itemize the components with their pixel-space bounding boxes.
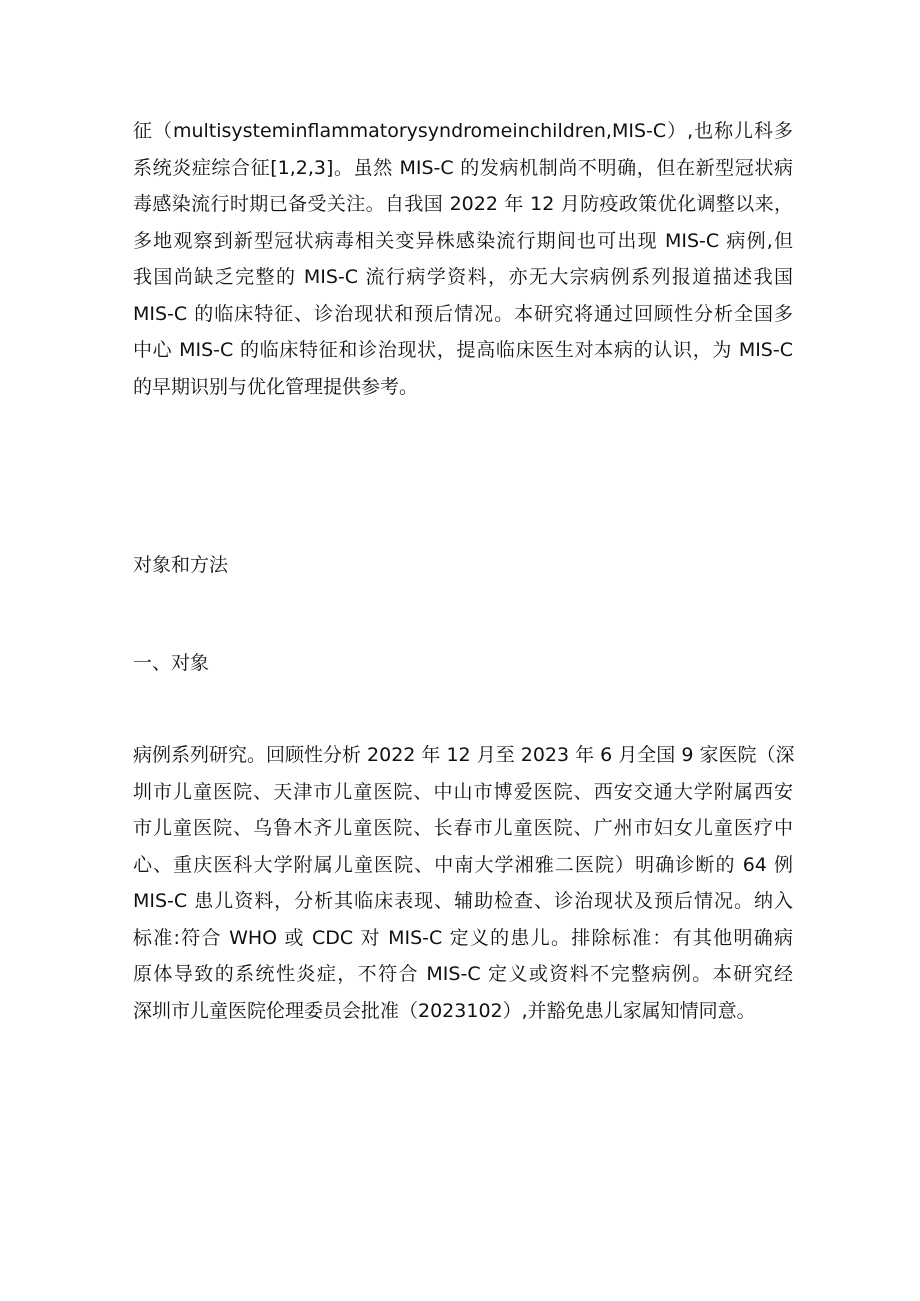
text-line: 市儿童医院、乌鲁木齐儿童医院、长春市儿童医院、广州市妇女儿童医疗中 [133, 817, 793, 839]
text-line: 系统炎症综合征[1,2,3]。虽然 MIS-C 的发病机制尚不明确，但在新型冠状病 [133, 156, 793, 179]
paragraph-subjects [133, 737, 793, 1029]
text-line: 征（multisysteminflammatorysyndromeinchildren,MIS-C）,也称儿科多 [133, 120, 793, 142]
text-line: 中心 MIS-C 的临床特征和诊治现状，提高临床医生对本病的认识，为 MIS-C [133, 339, 793, 361]
text-line: MIS-C 患儿资料，分析其临床表现、辅助检查、诊治现状及预后情况。纳入 [133, 890, 793, 912]
text-line: 多地观察到新型冠状病毒相关变异株感染流行期间也可出现 MIS-C 病例,但 [133, 229, 793, 252]
paragraph-intro [133, 113, 793, 405]
text-line: 圳市儿童医院、天津市儿童医院、中山市博爱医院、西安交通大学附属西安 [133, 780, 793, 803]
text-line: 心、重庆医科大学附属儿童医院、中南大学湘雅二医院）明确诊断的 64 例 [133, 853, 793, 876]
subsection-heading: 一、对象 [133, 652, 210, 674]
text-line: 原体导致的系统性炎症，不符合 MIS-C 定义或资料不完整病例。本研究经 [133, 963, 793, 985]
text-line: 标准:符合 WHO 或 CDC 对 MIS-C 定义的患儿。排除标准：有其他明确病 [133, 926, 793, 949]
text-line: MIS-C 的临床特征、诊治现状和预后情况。本研究将通过回顾性分析全国多 [133, 302, 793, 325]
text-line: 的早期识别与优化管理提供参考。 [133, 375, 419, 398]
text-line: 我国尚缺乏完整的 MIS-C 流行病学资料，亦无大宗病例系列报道描述我国 [133, 266, 793, 288]
text-line: 病例系列研究。回顾性分析 2022 年 12 月至 2023 年 6 月全国 9 家医院（深 [133, 744, 795, 766]
text-line: 深圳市儿童医院伦理委员会批准（2023102）,并豁免患儿家属知情同意。 [133, 999, 756, 1022]
text-line: 毒感染流行时期已备受关注。自我国 2022 年 12 月防疫政策优化调整以来， [133, 193, 793, 215]
section-heading: 对象和方法 [133, 554, 229, 576]
